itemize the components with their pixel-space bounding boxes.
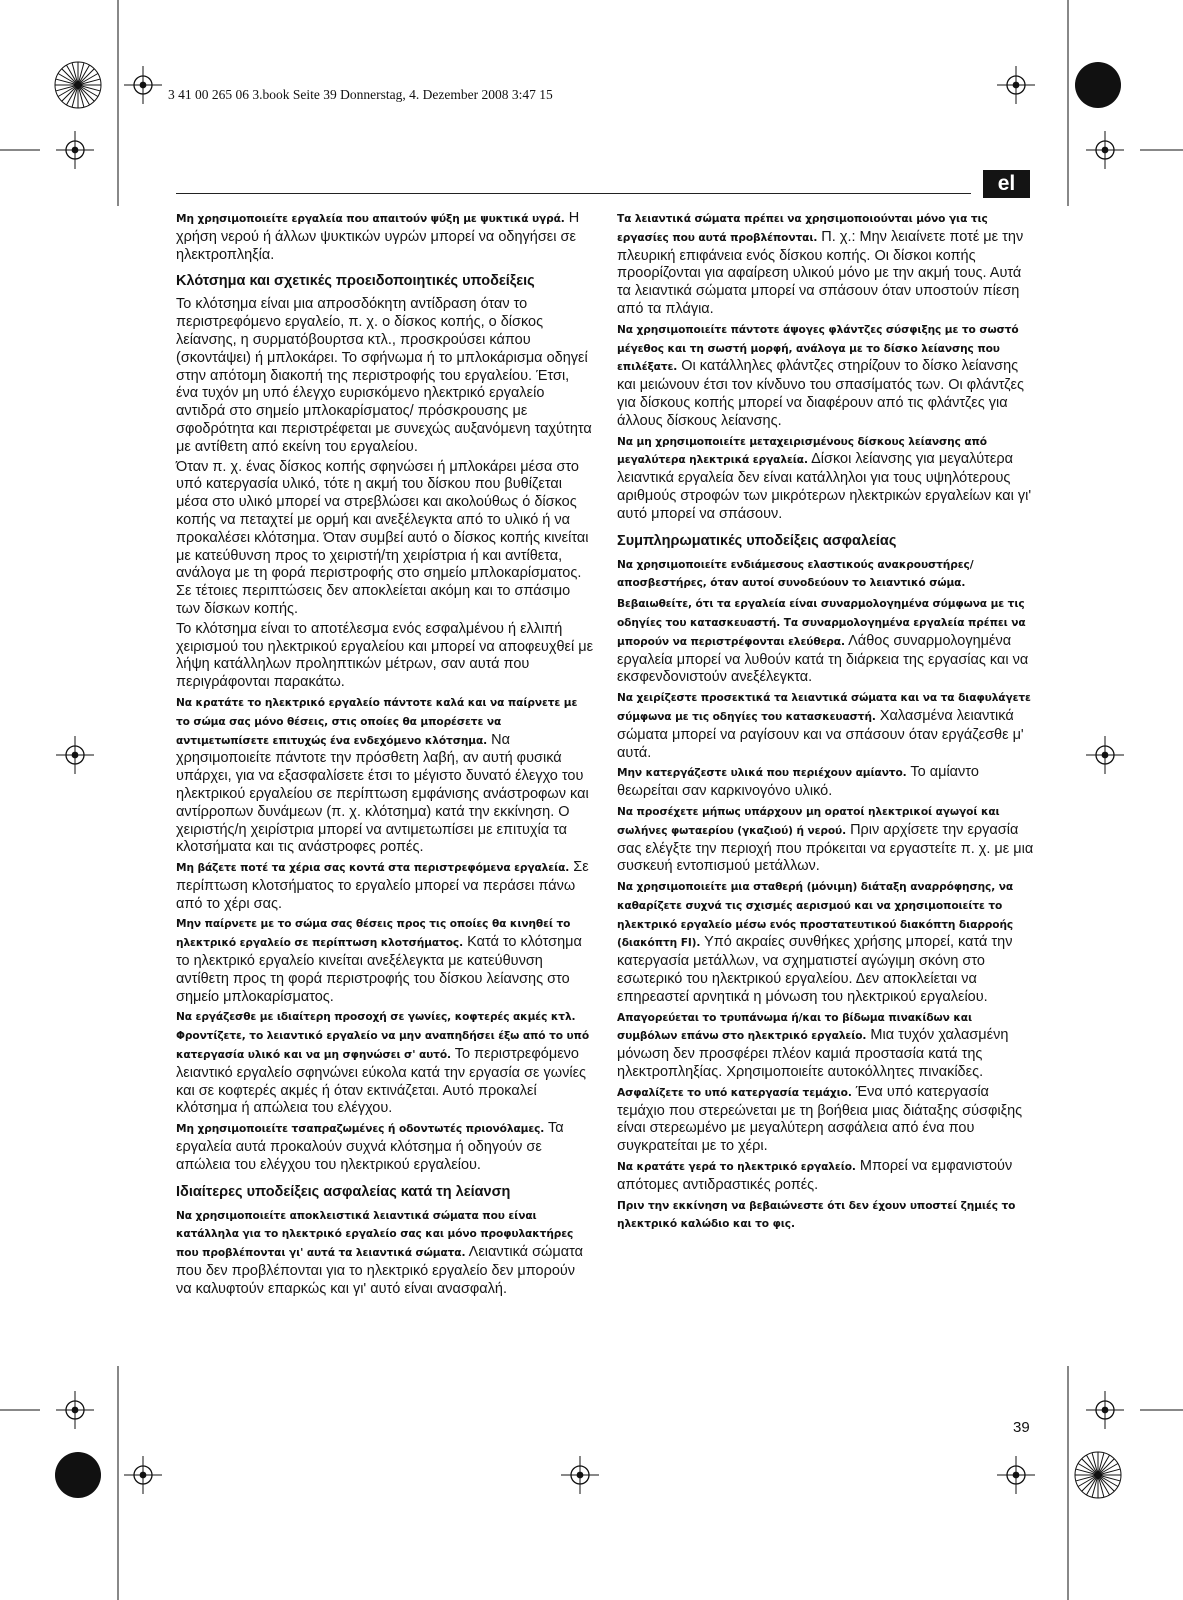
bold-lead: Να χειρίζεστε προσεκτικά τα λειαντικά σώματα και να τα διαφυλάγετε σύμφωνα με τις οδηγίες του κατασκευαστή.: [617, 692, 1031, 723]
body-text: Μπορεί να εμφανιστούν απότομες αντιδραστικές ροπές.: [617, 1158, 1013, 1193]
page-number: 39: [1013, 1419, 1030, 1436]
bold-lead: Να εργάζεσθε με ιδιαίτερη προσοχή σε γωνίες, κοφτερές ακμές κτλ. Φροντίζετε, το λειαντικό εργαλείο να μην αναπηδήσει έξω από το υπό κατεργασία υλικό και να μη σφηνώσει σ' αυτό.: [176, 1011, 590, 1062]
paragraph: [617, 1197, 1035, 1235]
bold-lead: Τα λειαντικά σώματα πρέπει να χρησιμοποιούνται μόνο για τις εργασίες που αυτά προβλέπονται.: [617, 213, 988, 244]
body-text: Υπό ακραίες συνθήκες χρήσης μπορεί, κατά την κατεργασία μετάλλων, να σχηματιστεί αγώγιμη σκόνη στο εσωτερικό του ηλεκτρικού εργαλείου. Δεν αποκλείεται να επηρεαστεί αρνητικά η μόνωση του ηλεκτρικού εργαλείου.: [617, 934, 1013, 1005]
left-column: [176, 210, 594, 1301]
paragraph: [176, 859, 594, 913]
section-heading: Κλότσημα και σχετικές προειδοποιητικές υποδείξεις: [176, 273, 535, 290]
body-text: Χαλασμένα λειαντικά σώματα μπορεί να ραγίσουν και να σπάσουν όταν εργάζεσθε μ' αυτά.: [617, 707, 1024, 761]
paragraph: [617, 764, 1035, 801]
body-text: Πριν αρχίσετε την εργασία σας ελέγξτε την περιοχή που πρόκειται να εργαστείτε π. χ. με μια συσκευή εντοπισμού μετάλλων.: [617, 821, 1034, 875]
starburst-bottom-right-center: [1095, 1472, 1101, 1478]
paragraph: [617, 878, 1035, 1007]
paragraph: [617, 1009, 1035, 1082]
body-text: Η χρήση νερού ή άλλων ψυκτικών υγρών μπορεί να οδηγήσει σε ηλεκτροπληξία.: [176, 210, 580, 263]
bold-lead: Ασφαλίζετε το υπό κατεργασία τεμάχιο.: [617, 1086, 852, 1099]
section-heading: Ιδιαίτερες υποδείξεις ασφαλείας κατά τη λείανση: [176, 1183, 511, 1200]
bold-lead: Να κρατάτε γερά το ηλεκτρικό εργαλείο.: [617, 1161, 856, 1174]
body-text: Το αμίαντο θεωρείται σαν καρκινογόνο υλικό.: [617, 764, 979, 800]
bold-lead: Μην παίρνετε με το σώμα σας θέσεις προς τις οποίες θα κινηθεί το ηλεκτρικό εργαλείο σε περίπτωση κλοτσήματος.: [176, 918, 571, 950]
paragraph: [617, 210, 1035, 319]
paragraph: [617, 556, 1035, 594]
bold-lead: Να κρατάτε το ηλεκτρικό εργαλείο πάντοτε καλά και να παίρνετε με το σώμα σας μόνο θέσεις, στις οποίες θα μπορέσετε να αντιμετωπίσετε επιτυχώς ένα ενδεχόμενο κλότσημα.: [176, 696, 578, 747]
bold-lead: Μη χρησιμοποιείτε εργαλεία που απαιτούν ψύξη με ψυκτικά υγρά.: [176, 213, 565, 225]
paragraph: [176, 1120, 594, 1174]
paragraph: [617, 595, 1035, 687]
paragraph: [617, 1084, 1035, 1156]
header-rule: [176, 193, 971, 194]
bold-lead: Να μη χρησιμοποιείτε μεταχειρισμένους δίσκους λείανσης από μεγαλύτερα ηλεκτρικά εργαλεία.: [617, 435, 987, 467]
bold-lead: Βεβαιωθείτε, ότι τα εργαλεία είναι συναρμολογημένα σύμφωνα με τις οδηγίες του κατασκευαστή. Τα συναρμολογημένα εργαλεία πρέπει να μπορούν να περιστρέφονται ελεύθερα.: [617, 598, 1026, 648]
body-text: Το περιστρεφόμενο λειαντικό εργαλείο σφηνώνει εύκολα κατά την εργασία σε γωνίες και σε κοφτερές ακμές ή όταν εκτινάζεται. Αυτό προκαλεί κλότσημα ή απώλεια του ελέγχου.: [176, 1046, 587, 1117]
paragraph: [176, 210, 594, 264]
paragraph: [617, 689, 1035, 762]
starburst-top-left-center: [75, 82, 81, 88]
body-text: Δίσκοι λείανσης για μεγαλύτερα λειαντικά εργαλεία δεν είναι κατάλληλοι για τους υψηλότερους αριθμούς στροφών των μικρότερων ηλεκτρικών εργαλείων και γι' αυτό μπορεί να σπάσουν.: [617, 451, 1032, 522]
paragraph: [176, 915, 594, 1006]
body-text: Λάθος συναρμολογημένα εργαλεία μπορεί να λυθούν κατά τη διάρκεια της εργασίας και να εκσφενδονιστούν ανεξέλεγκτα.: [617, 632, 1029, 686]
print-file-info: 3 41 00 265 06 3.book Seite 39 Donnerstag, 4. Dezember 2008 3:47 15: [168, 87, 553, 102]
bold-lead: Μη χρησιμοποιείτε τσαπραζωμένες ή οδοντωτές πριονόλαμες.: [176, 1123, 545, 1136]
solid-disc-top-right: [1075, 62, 1121, 108]
bold-lead: Απαγορεύεται το τρυπάνωμα ή/και το βίδωμα πινακίδων και συμβόλων επάνω στο ηλεκτρικό εργαλείο.: [617, 1011, 972, 1043]
body-text: Λειαντικά σώματα που δεν προβλέπονται για το ηλεκτρικό εργαλείο δεν μπορούν να καλυφτούν επαρκώς και γι' αυτό είναι ανασφαλή.: [176, 1244, 584, 1297]
paragraph: [617, 1158, 1035, 1195]
paragraph: [176, 1008, 594, 1118]
body-text: Κατά το κλότσημα το ηλεκτρικό εργαλείο κινείται ανεξέλεγκτα με κατεύθυνση αντίθετη προς τη φορά περιστροφής του δίσκου λείανσης στο σημείο μπλοκαρίσματος.: [176, 934, 582, 1005]
body-text: Ένα υπό κατεργασία τεμάχιο που στερεώνεται με τη βοήθεια μιας διάταξης σύσφιξης είναι στερεωμένο με μεγαλύτερη ασφάλεια από ένα που συγκρατείται με το χέρι.: [617, 1083, 1023, 1155]
bold-lead: Να χρησιμοποιείτε μια σταθερή (μόνιμη) διάταξη αναρρόφησης, να καθαρίζετε συχνά τις σχισμές αερισμού και να χρησιμοποιείτε το ηλεκτρικό εργαλείο μέσω ενός προστατευτικού διακόπτη διαρροής (διακόπτη FI).: [617, 881, 1014, 950]
paragraph: Όταν π. χ. ένας δίσκος κοπής σφηνώσει ή μπλοκάρει μέσα στο υπό κατεργασία υλικό, τότε η ακμή του δίσκου που βυθίζεται μέσα στο υλικό μπορεί να στρεβλώσει και ακολούθως ό δίσκος κοπής να πεταχτεί με ορμή και ανεξέλεγκτα από το υλικό ή να προκαλέσει κλότσημα. Όταν συμβεί αυτό ο δίσκος κοπής κινείται με κατεύθυνση προς το χειριστή/τη χειρίστρια ή και αντίθετα, ανάλογα με τη φορά περιστροφής στο σημείο μπλοκαρίσματος. Σε τέτοιες περιπτώσεις δεν αποκλείεται ακόμη και το σπάσιμο των δίσκων κοπής.: [176, 458, 589, 617]
paragraph: Το κλότσημα είναι το αποτέλεσμα ενός εσφαλμένου ή ελλιπή χειρισμού του ηλεκτρικού εργαλείου και μπορεί να αποφευχθεί με λήψη κατάλληλων προληπτικών μέτρων, σαν αυτά που περιγράφονται παρακάτω.: [176, 620, 594, 691]
solid-disc-bottom-left: [55, 1452, 101, 1498]
bold-lead: Μη βάζετε ποτέ τα χέρια σας κοντά στα περιστρεφόμενα εργαλεία.: [176, 862, 570, 875]
body-text: Μια τυχόν χαλασμένη μόνωση δεν προσφέρει πλέον καμιά προστασία κατά της ηλεκτροπληξίας. Χρησιμοποιείτε αυτοκόλλητες πινακίδες.: [617, 1027, 1009, 1081]
language-tab: el: [983, 170, 1030, 198]
paragraph: Το κλότσημα είναι μια απροσδόκητη αντίδραση όταν το περιστρεφόμενο εργαλείο, π. χ. ο δίσκος κοπής, ο δίσκος λείανσης, η συρματόβουρτσα κτλ., προσκρούσει κάπου (σκοντάψει) ή μπλοκάρει. Το σφήνωμα ή το μπλοκάρισμα οδηγεί στην απότομη διακοπή της περιστροφής του εργαλείου. Έτσι, ένα τυχόν μη υπό έλεγχο ευρισκόμενο ηλεκτρικό εργαλείο αντιδρά στο σημείο μπλοκαρίσματος/ πρόσκρουσης με σφοδρότητα και περιστρέφεται με συνεχώς αυξανόμενη ταχύτητα με αντίθετη από εκείνη του εργαλείου.: [176, 296, 592, 455]
paragraph: [617, 321, 1035, 431]
section-heading: Συμπληρωματικές υποδείξεις ασφαλείας: [617, 532, 897, 549]
paragraph: [617, 803, 1035, 876]
body-text: Να χρησιμοποιείτε πάντοτε την πρόσθετη λαβή, αν αυτή φυσικά υπάρχει, για να εξασφαλίσετε έτσι το μέγιστο δυνατό έλεγχο του ηλεκτρικού εργαλείου σε περίπτωση εμφάνισης ανάστροφων και αντίρροπων δυνάμεων (π. χ. κλότσημα) κατά την εκκίνηση. Ο χειριστής/η χειρίστρια μπορεί να αντιμετωπίσει με επιτυχία τα κλοτσήματα και τις ανάστροφες ροπές.: [176, 731, 589, 856]
paragraph: [176, 694, 594, 857]
bold-lead: Να χρησιμοποιείτε ενδιάμεσους ελαστικούς ανακρουστήρες/ αποσβεστήρες, όταν αυτοί συνοδεύουν το λειαντικό σώμα.: [617, 558, 974, 590]
bold-lead: Πριν την εκκίνηση να βεβαιώνεστε ότι δεν έχουν υποστεί ζημιές το ηλεκτρικό καλώδιο και το φις.: [617, 1199, 1016, 1231]
body-text: Π. χ.: Μην λειαίνετε ποτέ με την πλευρική επιφάνεια ενός δίσκου κοπής. Οι δίσκοι κοπής προορίζονται για αφαίρεση υλικού μόνο με την ακμή τους. Αυτά τα λειαντικά σώματα μπορεί να σπάσουν όταν υποστούν πίεση από τα πλάγια.: [617, 228, 1024, 317]
bold-lead: Να προσέχετε μήπως υπάρχουν μη ορατοί ηλεκτρικοί αγωγοί και σωλήνες φωταερίου (γκαζιού) ή νερού.: [617, 805, 1000, 837]
bold-lead: Να χρησιμοποιείτε αποκλειστικά λειαντικά σώματα που είναι κατάλληλα για το ηλεκτρικό εργαλείο σας και μόνο προφυλακτήρες που προβλέπονται γι' αυτά τα λειαντικά σώματα.: [176, 1209, 574, 1260]
bold-lead: Να χρησιμοποιείτε πάντοτε άψογες φλάντζες σύσφιξης με το σωστό μέγεθος και τη σωστή μορφή, ανάλογα με το δίσκο λείανσης που επιλέξατε.: [617, 323, 1019, 374]
right-column: [617, 210, 1035, 1236]
body-text: Οι κατάλληλες φλάντζες στηρίζουν το δίσκο λείανσης και μειώνουν έτσι τον κίνδυνο του σπασίματός των. Οι φλάντζες για δίσκους κοπής μπορεί να διαφέρουν από τις φλάντζες για άλλους δίσκους λείανσης.: [617, 358, 1024, 429]
paragraph: [176, 1207, 594, 1299]
bold-lead: Μην κατεργάζεστε υλικά που περιέχουν αμίαντο.: [617, 767, 907, 780]
paragraph: [617, 433, 1035, 524]
body-text: Τα εργαλεία αυτά προκαλούν συχνά κλότσημα ή οδηγούν σε απώλεια του ελέγχου του ηλεκτρικού εργαλείου.: [176, 1120, 564, 1173]
body-text: Σε περίπτωση κλοτσήματος το εργαλείο μπορεί να περάσει πάνω από το χέρι σας.: [176, 859, 589, 912]
